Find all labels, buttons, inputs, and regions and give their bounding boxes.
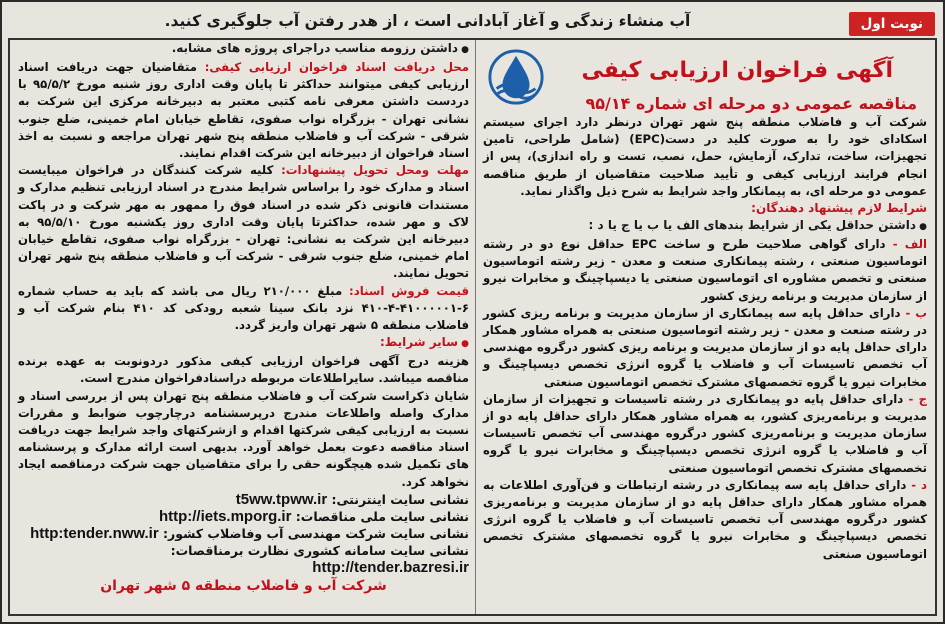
ad-header	[483, 40, 927, 114]
item-c	[483, 391, 927, 477]
deadline-paragraph	[18, 162, 469, 282]
conditions-heading: شرایط لازم پیشنهاد دهندگان:	[751, 201, 927, 216]
site-url-1[interactable]: t5ww.tpww.ir	[235, 490, 328, 508]
item-a-label: الف -	[892, 237, 928, 252]
price-text: مبلغ ۲۱۰/۰۰۰ ریال می باشد که باید به حساب شماره ۶-۴۱۰۰۰۰۰۱-۴-۴۱۰ نزد بانک سینا شعبه رودکی کد ۴۱۰ بنام شرکت آب و فاضلاب منطقه ۵ شهر تهران واریز گردد.	[18, 283, 469, 333]
item-c-text: دارای حداقل پایه دو پیمانکاری در رشته تاسیسات و تجهیزات از سازمان مدیریت و برنامه‌ریزی کشور، به همراه مشاور همکار دارای حداقل پایه دو از سازمان مدیریت و برنامه‌ریزی کشور درگروه مهندسی آب تخصص تاسیسات آب و فاضلاب یا گروه انرژی تخصص دیسپاچینگ و مخابرات نیرو یا گروه تخصصهای مشترک تخصص اتوماسیون صنعتی	[483, 391, 927, 475]
item-a-text: دارای گواهی صلاحیت طرح و ساخت EPC حداقل نوع دو در رشته اتوماسیون صنعتی ، رشته پیمانکاری صنعت و معدن - زیر رشته اتوماسیون صنعتی و تخصص مشاوره ای اتوماسیون صنعتی یا دیسپاچینگ و مخابرات نیرو از سازمان مدیریت و برنامه ریزی کشور	[483, 237, 927, 303]
conditions-subheading: ● داشتن حداقل یکی از شرایط بندهای الف یا ب یا ج یا د :	[483, 217, 927, 236]
item-b-label: ب -	[905, 305, 927, 320]
site-url-2[interactable]: http://iets.mporg.ir	[158, 507, 292, 525]
deadline-heading: مهلت ومحل تحویل پیشنهادات:	[281, 163, 469, 178]
intro-paragraph: شرکت آب و فاضلاب منطقه پنج شهر تهران درنظر دارد اجرای سیستم اسکادای خود را به صورت کلید در دست(EPC) (شامل طراحی، تامین تجهیزات، ساخت، تدارک، آزمایش، حمل، نصب، تست و راه اندازی)، پس از انجام فرایند ارزیابی کیفی و تأیید صلاحیت متقاضیان از طریق مناقصه عمومی دو مرحله ای، به پیمانکار واجد شرایط به شرح ذیل واگذار نماید.	[483, 115, 927, 198]
deadline-text: کلیه شرکت کنندگان در فراخوان میبایست اسناد و مدارک خود را براساس شرایط مندرج در اسناد ارزیابی تنظیم مدارک و مستندات قانونی ذکر شده در اسناد فوق را ممهور به مهر شرکت و در پاکت لاک و مهر شده، حداکثرتا پایان وقت اداری روز یکشنبه مورخ ۹۵/۵/۱۰ به دبیرخانه این شرکت به نشانی: تهران - بزرگراه نواب صفوی، تقاطع خیابان امام خمینی، ضلع جنوب شرقی - شرکت آب و فاضلاب منطقه پنج شهر تهران تحویل نمایند.	[18, 163, 469, 281]
site-row-4	[18, 542, 469, 576]
edition-badge: نوبت اول	[849, 12, 935, 36]
price-paragraph	[18, 283, 469, 335]
site-label-4: نشانی سایت سامانه کشوری نظارت برمناقصات:	[170, 542, 469, 558]
site-row-2	[18, 508, 469, 525]
other-conditions-text-2: شایان ذکراست شرکت آب و فاضلاب منطقه پنج تهران پس از بررسی اسناد و مدارک واصله واطلاعات مندرج درپرسشنامه درچارچوب ضوابط و مقررات نسبت به ارزیابی کیفی شرکتها اقدام و ازشرکتهای واجد شرایط جهت دریافت اسناد مناقصه دعوت بعمل خواهد آورد. بدیهی است ارائه مدارک و پرسشنامه های تکمیل شده هیچگونه حقی را برای متقاضیان جهت شرکت درمناقصه ایجاد نخواهد کرد.	[18, 388, 469, 489]
ad-title: آگهی فراخوان ارزیابی کیفی	[581, 58, 893, 83]
slogan: آب منشاء زندگی و آغاز آبادانی است ، از هدر رفتن آب جلوگیری کنید.	[164, 12, 691, 30]
ad-subtitle: مناقصه عمومی دو مرحله ای شماره ۹۵/۱۴	[585, 94, 917, 113]
item-b	[483, 305, 927, 391]
site-url-4[interactable]: http://tender.bazresi.ir	[312, 558, 469, 576]
experience-requirement: ● داشتن رزومه مناسب دراجرای پروژه های مشابه.	[18, 40, 469, 59]
site-label-1: نشانی سایت اینترنتی:	[331, 491, 469, 507]
receive-paragraph	[18, 59, 469, 162]
price-heading: قیمت فروش اسناد:	[349, 283, 469, 298]
item-d	[483, 477, 927, 563]
site-url-3[interactable]: http:tender.nww.ir	[30, 524, 159, 542]
site-row-1	[18, 491, 469, 508]
item-c-label: ج -	[908, 391, 928, 406]
item-d-label: د -	[911, 477, 927, 492]
top-banner	[8, 6, 937, 36]
item-a	[483, 236, 927, 305]
right-column	[477, 40, 935, 614]
receive-text: متقاضیان جهت دریافت اسناد ارزیابی کیفی میتوانند حداکثر تا پایان وقت اداری روز شنبه مورخ ۹۵/۵/۲ با دردست داشتن معرفی نامه کتبی معتبر به دبیرخانه مرکزی این شرکت به نشانی تهران - بزرگراه نواب صفوی، تقاطع خیابان امام خمینی، ضلع جنوب شرقی - شرکت آب و فاضلاب منطقه پنج شهر تهران مراجعه و نسبت به اخذ اسناد فراخوان از دبیرخانه این شرکت اقدام نمایند.	[18, 60, 469, 161]
left-column	[10, 40, 476, 614]
receive-heading: محل دریافت اسناد فراخوان ارزیابی کیفی:	[204, 60, 469, 74]
item-b-text: دارای حداقل پایه سه پیمانکاری از سازمان مدیریت و برنامه ریزی کشور در رشته صنعت و معدن - زیر رشته اتوماسیون صنعتی به همراه مشاور همکار دارای حداقل پایه دو از سازمان مدیریت و برنامه ریزی کشور درگروه مهندسی آب تخصص تاسیسات آب و فاضلاب یا گروه انرژی تخصص دیسپاچینگ و مخابرات نیرو یا گروه تخصصهای مشترک تخصص اتوماسیون صنعتی	[483, 305, 927, 389]
site-label-3: نشانی سایت شرکت مهندسی آب وفاضلاب کشور:	[163, 525, 469, 541]
ad-frame	[8, 38, 937, 616]
site-row-3	[18, 525, 469, 542]
other-conditions-text-1: هزینه درج آگهی فراخوان ارزیابی کیفی مذکور دردونوبت به عهده برنده مناقصه میباشد. سایراطلاعات مربوطه دراسنادفراخوان مندرج است.	[18, 354, 469, 386]
site-label-2: نشانی سایت ملی مناقصات:	[295, 508, 469, 524]
item-d-text: دارای حداقل پایه سه پیمانکاری در رشته ارتباطات و فن‌آوری اطلاعات به همراه مشاور همکار دارای حداقل پایه دو از سازمان مدیریت و برنامه‌ریزی کشور درگروه مهندسی آب تخصص تاسیسات آب و فاضلاب یا گروه انرژی تخصص دیسپاچینگ و مخابرات نیرو یا گروه تخصصهای مشترک تخصص اتوماسیون صنعتی	[483, 477, 927, 561]
company-signature: شرکت آب و فاضلاب منطقه ۵ شهر تهران	[100, 577, 387, 594]
other-conditions-heading: ● سایر شرایط:	[18, 334, 469, 353]
water-drop-logo-icon	[487, 48, 545, 106]
